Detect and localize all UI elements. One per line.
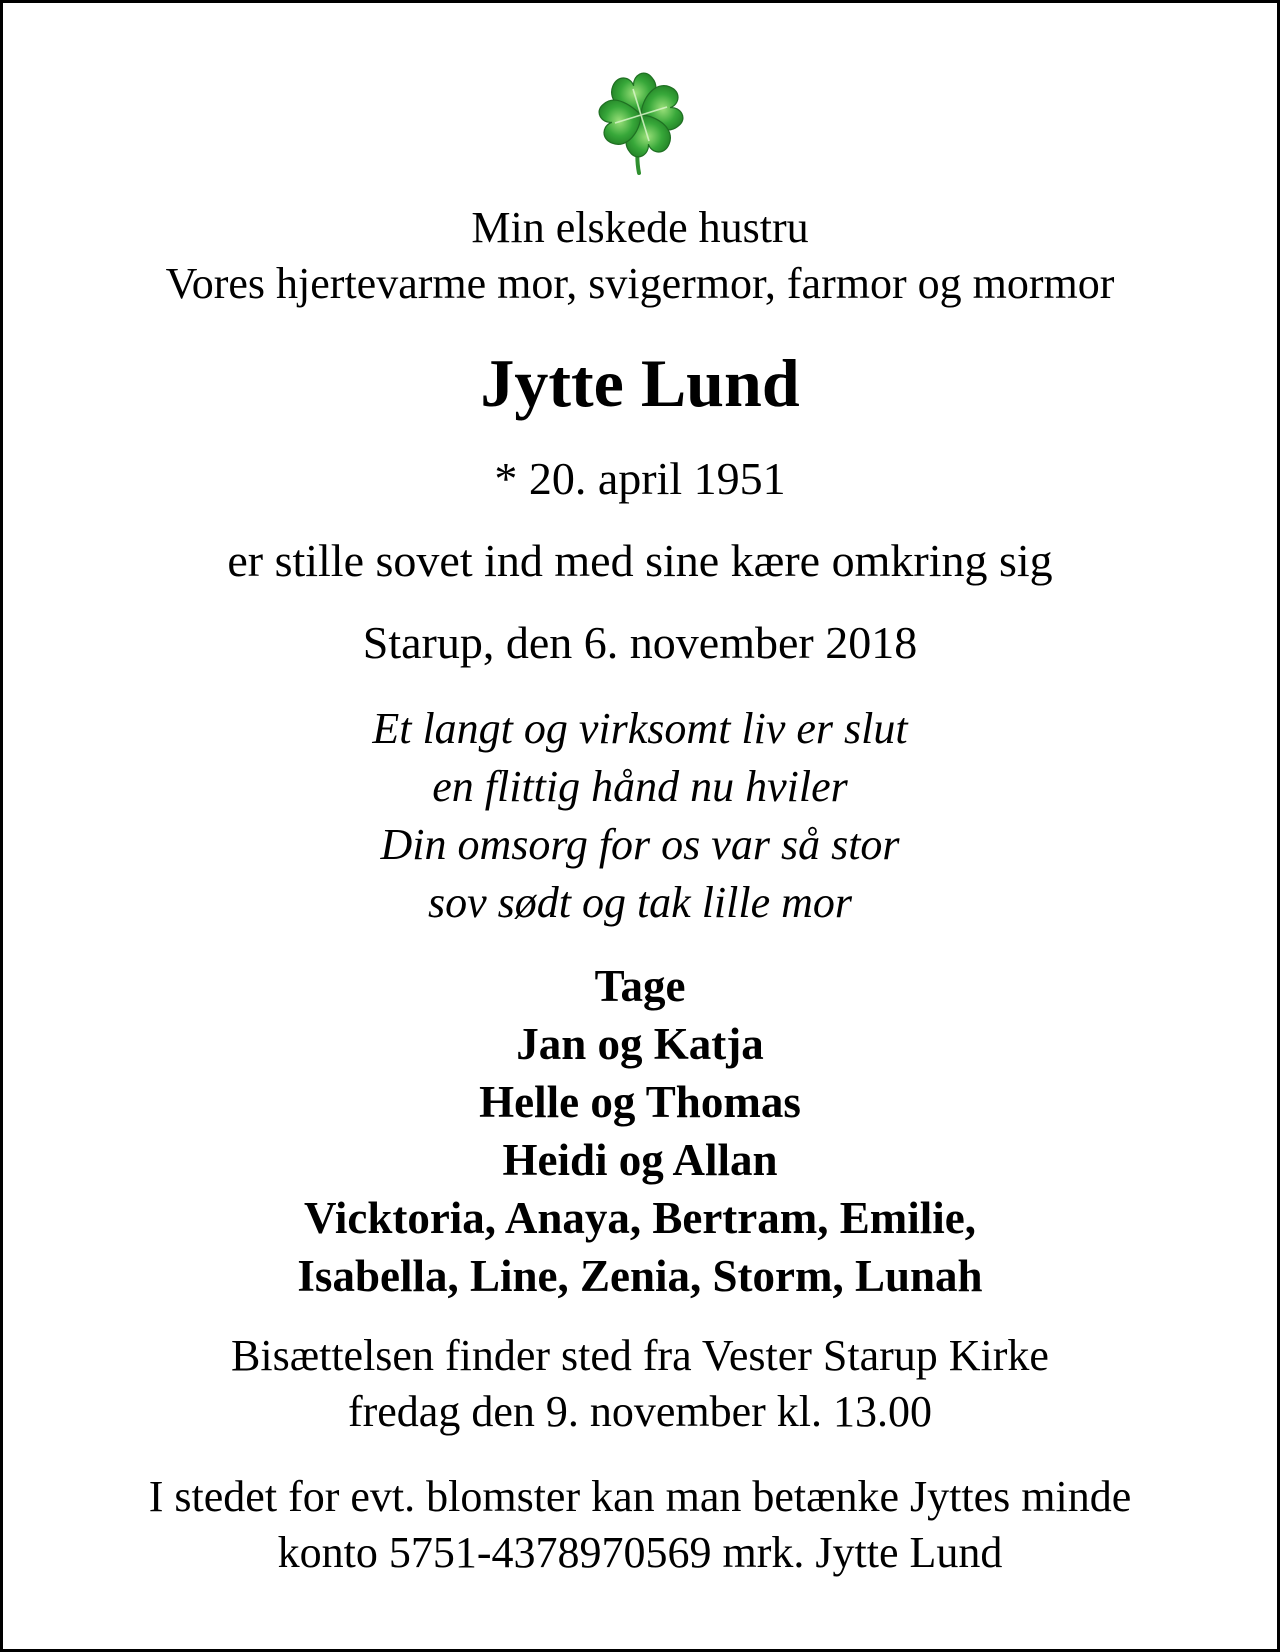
family-line: Vicktoria, Anaya, Bertram, Emilie,	[304, 1193, 976, 1243]
funeral-line-2: fredag den 9. november kl. 13.00	[347, 1387, 933, 1436]
family-line: Heidi og Allan	[502, 1135, 778, 1185]
funeral-line-1: Bisættelsen finder sted fra Vester Starup Kirke	[231, 1331, 1049, 1380]
poem-line: en flittig hånd nu hviler	[432, 762, 848, 811]
poem-line: sov sødt og tak lille mor	[427, 878, 853, 927]
intro-text	[3, 200, 1277, 312]
funeral-info	[3, 1328, 1277, 1440]
memorial-info	[3, 1469, 1277, 1581]
intro-line-2: Vores hjertevarme mor, svigermor, farmor og mormor	[165, 259, 1115, 308]
place-and-date: Starup, den 6. november 2018	[362, 617, 918, 668]
memorial-line-2: konto 5751-4378970569 mrk. Jytte Lund	[277, 1528, 1003, 1577]
birth-date: * 20. april 1951	[494, 453, 786, 504]
intro-line-1: Min elskede hustru	[471, 203, 809, 252]
family-line: Helle og Thomas	[479, 1077, 801, 1127]
family-line: Jan og Katja	[516, 1019, 764, 1069]
passing-message: er stille sovet ind med sine kære omkring sig	[227, 535, 1053, 586]
family-names	[3, 957, 1277, 1305]
poem-line: Din omsorg for os var så stor	[380, 820, 900, 869]
poem	[3, 700, 1277, 932]
memorial-line-1: I stedet for evt. blomster kan man betænke Jyttes minde	[148, 1472, 1132, 1521]
deceased-name: Jytte Lund	[480, 345, 800, 421]
poem-line: Et langt og virksomt liv er slut	[372, 704, 908, 753]
family-line: Isabella, Line, Zenia, Storm, Lunah	[297, 1251, 983, 1301]
four-leaf-clover-icon	[589, 65, 693, 175]
family-line: Tage	[594, 961, 686, 1011]
